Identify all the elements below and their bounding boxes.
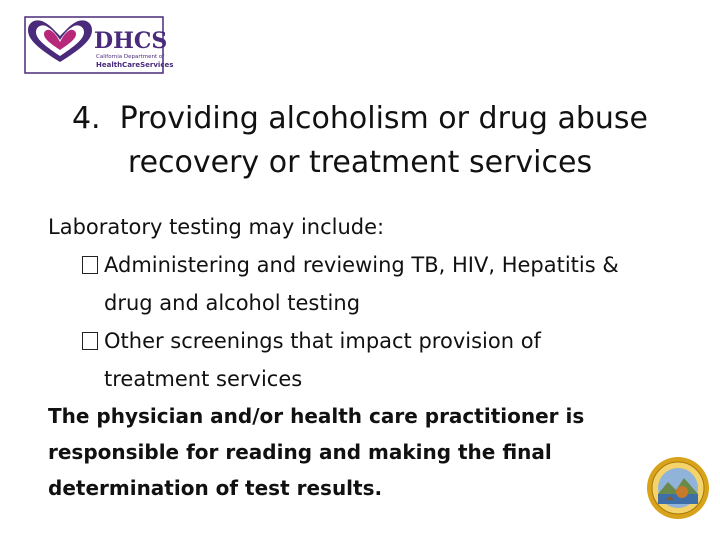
slide-title — [0, 97, 720, 185]
checkbox-glyph-icon — [82, 332, 98, 350]
lead-text: Laboratory testing may include: — [48, 215, 385, 239]
bullet-text-line-1: Administering and reviewing TB, HIV, Hepatitis & — [104, 253, 619, 277]
checkbox-glyph-icon — [82, 256, 98, 274]
bullet-item — [48, 322, 648, 398]
bullet-text-line-2: drug and alcohol testing — [104, 291, 361, 315]
slide-body — [48, 208, 648, 506]
logo-subtitle: California Department of — [96, 54, 165, 60]
bullet-text-line-1: Other screenings that impact provision of — [104, 329, 541, 353]
dhcs-logo — [24, 16, 174, 74]
slide-title-line-1: 4. Providing alcoholism or drug abuse — [71, 101, 649, 136]
bullet-item — [48, 246, 648, 322]
closing-line-3: determination of test results. — [48, 476, 383, 500]
closing-statement — [48, 398, 648, 506]
heart-icon — [28, 20, 92, 62]
logo-abbr: DHCS — [94, 28, 168, 54]
state-seal-icon — [646, 456, 710, 520]
closing-line-1: The physician and/or health care practitioner is — [48, 404, 585, 428]
bullet-text-line-2: treatment services — [104, 367, 303, 391]
slide-title-line-2: recovery or treatment services — [127, 145, 593, 180]
logo-agency: HealthCareServices — [96, 61, 174, 69]
closing-line-2: responsible for reading and making the final — [48, 440, 552, 464]
